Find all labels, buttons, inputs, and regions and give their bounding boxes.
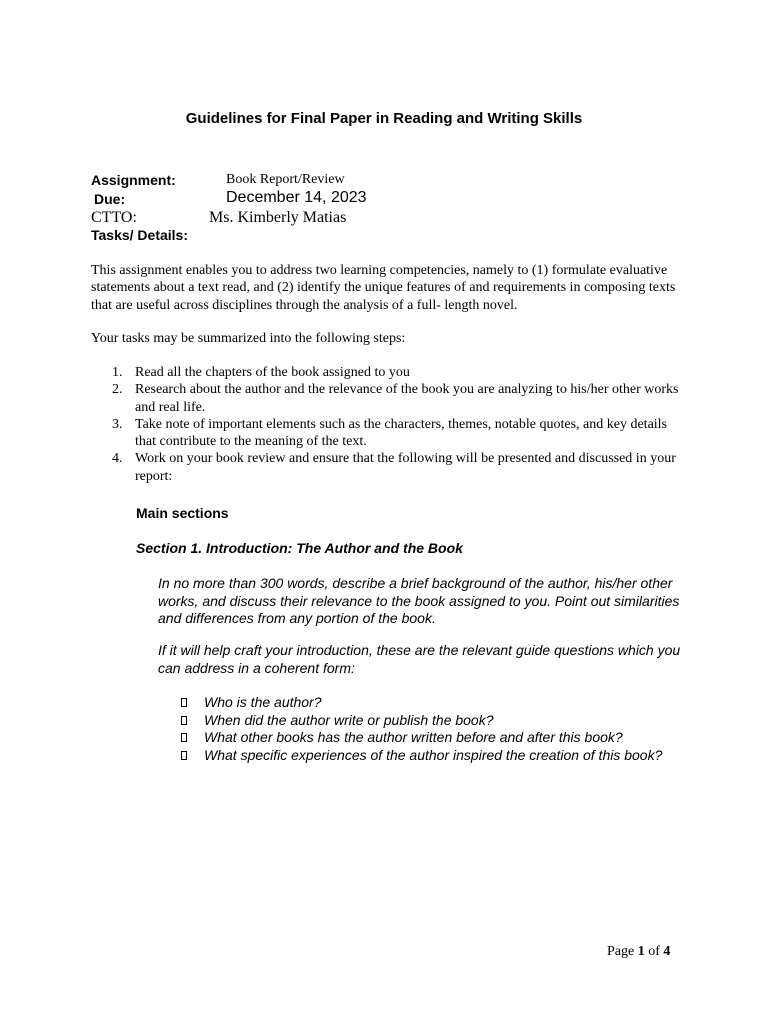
of-word: of	[648, 944, 660, 959]
step-text: Research about the author and the relevance of the book you are analyzing to his/her other works and real life.	[135, 382, 679, 415]
guide-paragraph: If it will help craft your introduction, these are the relevant guide questions which you can address in a coherent form:	[158, 642, 681, 676]
main-sections-heading: Main sections	[136, 505, 229, 521]
due-label: Due:	[94, 191, 126, 207]
page-number	[607, 944, 670, 960]
due-value: December 14, 2023	[226, 189, 367, 206]
step-text: Take note of important elements such as the characters, themes, notable quotes, and key details that contribute to the meaning of the text.	[135, 416, 668, 450]
question-text: What other books has the author written before and after this book?	[204, 729, 623, 745]
document-title: Guidelines for Final Paper in Reading and Writing Skills	[185, 110, 583, 127]
checkbox-bullet-icon	[181, 733, 187, 742]
step-text: Work on your book review and ensure that the following will be presented and discussed in your report:	[135, 451, 676, 484]
current-page: 1	[637, 944, 645, 959]
step-number: 3.	[112, 416, 123, 432]
step-item	[91, 416, 691, 451]
checkbox-bullet-icon	[181, 698, 187, 707]
total-pages: 4	[663, 944, 671, 959]
assignment-value: Book Report/Review	[226, 172, 345, 187]
question-item	[180, 712, 662, 730]
step-number: 2.	[112, 382, 123, 398]
step-number: 1.	[112, 365, 123, 380]
section1-heading: Section 1. Introduction: The Author and the Book	[136, 540, 463, 556]
ctto-label: CTTO:	[91, 209, 137, 226]
question-item	[180, 747, 662, 765]
intro-paragraph: This assignment enables you to address two learning competencies, namely to (1) formulate evaluative statements about a text read, and (2) identify the unique features of and requirements in composing texts that are useful across disciplines through the analysis of a full- length novel.	[91, 263, 676, 313]
steps-intro: Your tasks may be summarized into the following steps:	[91, 331, 406, 346]
section1-paragraph: In no more than 300 words, describe a brief background of the author, his/her other works, and discuss their relevance to the book assigned to you. Point out similarities and differences from any portion of the book.	[158, 575, 680, 626]
step-item	[91, 381, 691, 416]
question-item	[180, 694, 662, 712]
assignment-label: Assignment:	[91, 172, 176, 188]
tasks-label: Tasks/ Details:	[91, 227, 189, 243]
guide-questions-list	[180, 694, 662, 764]
question-text: What specific experiences of the author inspired the creation of this book?	[204, 746, 663, 763]
step-number: 4.	[112, 451, 123, 467]
ctto-value: Ms. Kimberly Matias	[209, 209, 347, 226]
step-text: Read all the chapters of the book assigned to you	[135, 365, 410, 380]
question-text: When did the author write or publish the book?	[204, 711, 494, 728]
step-item	[91, 450, 691, 485]
checkbox-bullet-icon	[181, 716, 187, 725]
question-text: Who is the author?	[204, 694, 322, 710]
checkbox-bullet-icon	[181, 751, 187, 760]
question-item	[180, 729, 662, 747]
steps-list	[91, 364, 691, 485]
page-word: Page	[607, 944, 635, 959]
step-item	[91, 364, 691, 381]
